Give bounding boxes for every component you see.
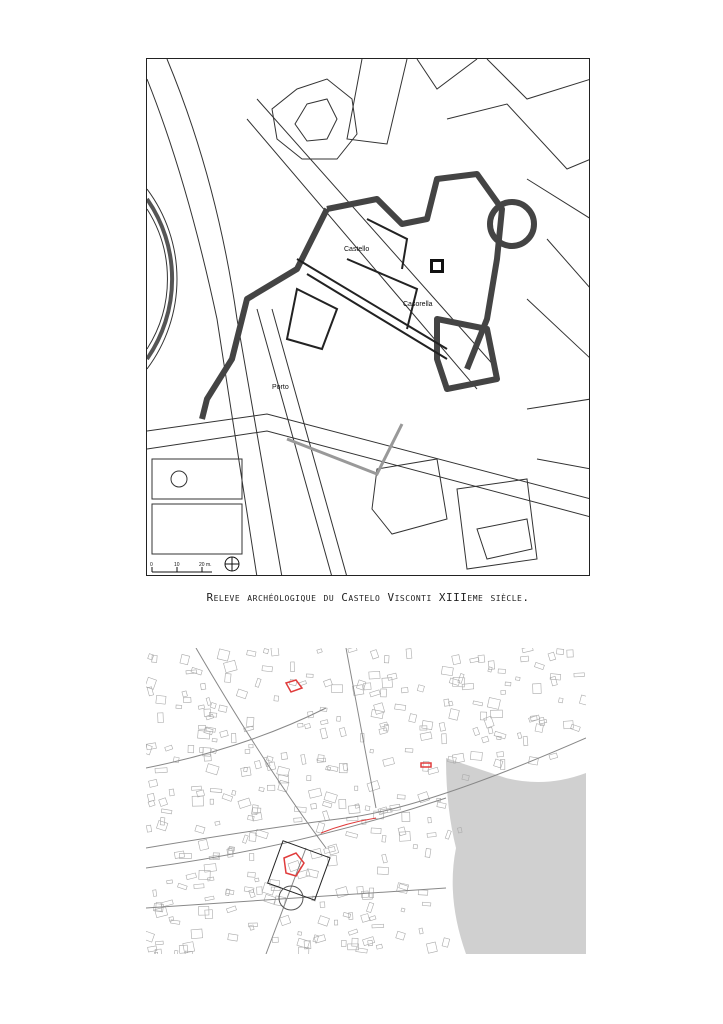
building-footprint	[558, 698, 563, 703]
building-footprint	[169, 789, 174, 796]
building-footprint	[149, 779, 158, 787]
building-footprint	[334, 920, 337, 925]
building-footprint	[208, 877, 215, 881]
building-footprint	[205, 896, 214, 901]
building-footprint	[180, 654, 190, 664]
building-footprint	[449, 709, 460, 721]
building-footprint	[156, 941, 164, 945]
building-footprint	[370, 650, 378, 659]
building-footprint	[442, 734, 447, 744]
building-footprint	[478, 655, 485, 663]
building-footprint	[231, 733, 236, 742]
building-footprint	[422, 721, 433, 730]
building-footprint	[301, 754, 306, 764]
building-footprint	[194, 884, 204, 889]
building-footprint	[146, 931, 154, 942]
building-footprint	[192, 796, 203, 806]
building-footprint	[324, 679, 333, 687]
building-footprint	[210, 703, 216, 709]
building-footprint	[343, 912, 351, 917]
building-footprint	[488, 661, 495, 670]
building-footprint	[355, 786, 358, 790]
building-footprint	[348, 648, 357, 653]
building-footprint	[425, 848, 431, 857]
building-footprint	[155, 949, 162, 954]
building-footprint	[448, 701, 453, 706]
building-footprint	[366, 902, 373, 912]
building-footprint	[515, 677, 520, 681]
building-footprint	[534, 662, 544, 669]
building-footprint	[306, 674, 313, 677]
building-footprint	[242, 835, 248, 843]
building-footprint	[341, 940, 346, 946]
label-casorella: Casorella	[403, 301, 433, 308]
building-footprint	[384, 656, 389, 663]
building-footprint	[367, 781, 380, 792]
building-footprint	[236, 689, 247, 699]
building-footprint	[249, 854, 253, 861]
building-footprint	[294, 818, 302, 823]
building-footprint	[549, 753, 558, 760]
building-footprint	[420, 732, 432, 741]
building-footprint	[382, 835, 386, 842]
building-footprint	[533, 684, 542, 694]
building-footprint	[501, 690, 506, 694]
building-footprint	[406, 649, 412, 659]
building-footprint	[320, 728, 328, 739]
building-footprint	[317, 758, 326, 762]
building-footprint	[191, 929, 203, 939]
building-footprint	[146, 825, 151, 832]
building-footprint	[470, 751, 482, 760]
city-map	[146, 648, 586, 954]
label-porto: Porto	[272, 384, 289, 391]
scale-bar	[150, 562, 212, 572]
building-footprint	[219, 705, 228, 712]
building-footprint	[488, 727, 493, 734]
building-footprint	[215, 821, 220, 825]
road-line	[146, 798, 446, 868]
building-footprint	[313, 935, 319, 943]
road-line	[266, 848, 306, 954]
building-footprint	[281, 752, 288, 759]
building-footprint	[339, 728, 346, 737]
building-footprint	[336, 886, 349, 897]
building-footprint	[369, 916, 376, 921]
building-footprint	[245, 749, 250, 753]
building-footprint	[177, 883, 187, 889]
building-footprint	[254, 760, 261, 768]
building-footprint	[320, 720, 328, 725]
building-footprint	[473, 701, 483, 706]
building-footprint	[291, 662, 295, 672]
building-footprint	[158, 713, 164, 723]
building-footprint	[328, 844, 339, 855]
building-footprint	[224, 660, 238, 672]
building-footprint	[473, 727, 480, 735]
building-footprint	[148, 654, 154, 660]
building-footprint	[369, 671, 380, 679]
building-footprint	[267, 785, 275, 790]
building-footprint	[262, 883, 275, 896]
building-footprint	[188, 745, 194, 752]
building-footprint	[156, 821, 167, 831]
building-footprint	[156, 695, 166, 704]
building-footprint	[206, 764, 219, 775]
building-footprint	[165, 745, 173, 751]
building-footprint	[482, 736, 489, 743]
building-footprint	[382, 678, 393, 688]
building-footprint	[361, 914, 370, 923]
building-footprint	[191, 786, 201, 790]
building-footprint	[155, 907, 168, 918]
building-footprint	[387, 673, 397, 680]
building-footprint	[428, 817, 432, 823]
building-footprint	[200, 683, 205, 689]
building-footprint	[548, 652, 556, 661]
building-footprint	[371, 828, 381, 834]
building-footprint	[528, 757, 538, 765]
building-footprint	[376, 944, 382, 949]
building-footprint	[498, 669, 505, 674]
building-footprint	[522, 648, 533, 653]
building-footprint	[497, 752, 504, 758]
building-footprint	[199, 906, 209, 915]
building-footprint	[317, 649, 323, 654]
building-footprint	[198, 705, 204, 710]
building-footprint	[458, 674, 464, 684]
building-footprint	[337, 716, 341, 721]
building-footprint	[381, 689, 387, 697]
building-footprint	[266, 756, 273, 762]
building-footprint	[228, 934, 238, 942]
building-footprint	[250, 925, 255, 930]
building-footprint	[348, 805, 360, 814]
building-footprint	[326, 766, 331, 770]
building-footprint	[161, 809, 172, 814]
building-footprint	[226, 906, 236, 913]
building-footprint	[382, 854, 388, 863]
scale-tick-0: 0	[150, 562, 153, 568]
building-footprint	[255, 678, 261, 687]
building-footprint	[238, 798, 251, 809]
building-footprint	[441, 666, 453, 675]
building-footprint	[372, 924, 384, 928]
building-footprint	[248, 872, 256, 877]
building-footprint	[452, 655, 461, 665]
building-footprint	[348, 944, 359, 950]
building-footprint	[262, 666, 273, 672]
building-footprint	[535, 724, 543, 733]
building-footprint	[322, 801, 331, 807]
building-footprint	[395, 704, 406, 710]
building-footprint	[153, 890, 157, 897]
plan-drawing	[147, 59, 590, 576]
building-footprint	[198, 839, 208, 850]
building-footprint	[332, 685, 343, 693]
building-footprint	[517, 733, 521, 739]
building-footprint	[442, 938, 450, 948]
building-footprint	[426, 942, 437, 953]
building-footprint	[494, 731, 506, 739]
building-footprint	[521, 656, 529, 662]
building-footprint	[206, 714, 214, 720]
building-footprint	[418, 890, 428, 895]
building-footprint	[439, 722, 445, 731]
building-footprint	[253, 808, 261, 813]
building-footprint	[523, 736, 528, 746]
building-footprint	[305, 723, 311, 728]
building-footprint	[176, 705, 182, 709]
scale-tick-20: 20 m.	[199, 562, 212, 568]
building-footprint	[413, 844, 417, 848]
building-footprint	[462, 683, 474, 689]
building-footprint	[247, 717, 254, 727]
building-footprint	[307, 776, 311, 781]
building-footprint	[259, 787, 264, 791]
building-footprint	[355, 804, 359, 809]
building-footprint	[257, 887, 263, 895]
building-footprint	[244, 767, 248, 771]
lake-area	[446, 758, 586, 954]
building-footprint	[567, 650, 573, 657]
building-footprint	[263, 649, 268, 654]
building-footprint	[377, 867, 388, 875]
building-footprint	[487, 698, 500, 710]
building-footprint	[396, 931, 406, 940]
building-footprint	[206, 698, 211, 706]
plan-caption: Releve archéologique du Castelo Visconti XIIIeme siècle.	[206, 591, 530, 604]
building-footprint	[159, 798, 168, 807]
building-footprint	[539, 719, 547, 724]
building-footprint	[579, 695, 586, 706]
building-footprint	[348, 929, 358, 935]
city-map-drawing	[146, 648, 586, 954]
building-footprint	[220, 730, 229, 737]
building-footprint	[195, 825, 205, 833]
scale-tick-10: 10	[174, 562, 180, 568]
building-footprint	[365, 806, 370, 811]
building-footprint	[346, 832, 358, 839]
building-footprint	[409, 714, 417, 723]
building-footprint	[222, 794, 233, 802]
building-footprint	[186, 873, 197, 880]
building-footprint	[401, 908, 405, 912]
compass-cross-icon	[225, 557, 239, 571]
building-footprint	[272, 937, 278, 942]
building-footprint	[445, 830, 451, 839]
building-footprint	[247, 650, 256, 656]
building-footprint	[352, 938, 358, 946]
building-footprint	[210, 799, 214, 804]
building-footprint	[318, 916, 330, 927]
building-footprint	[491, 710, 503, 718]
building-footprint	[298, 723, 304, 727]
building-footprint	[225, 674, 231, 683]
building-footprint	[428, 767, 439, 774]
building-footprint	[556, 649, 563, 655]
building-footprint	[182, 691, 188, 697]
building-footprint	[210, 788, 222, 792]
building-footprint	[370, 749, 374, 753]
building-footprint	[570, 724, 580, 731]
building-footprint	[550, 676, 557, 686]
building-footprint	[383, 757, 395, 766]
building-footprint	[339, 799, 346, 808]
building-footprint	[405, 748, 413, 752]
building-footprint	[154, 952, 158, 954]
building-footprint	[147, 793, 155, 801]
building-footprint	[422, 902, 431, 906]
building-footprint	[298, 932, 302, 936]
building-footprint	[427, 833, 436, 838]
road-line	[146, 888, 446, 908]
building-footprint	[249, 889, 255, 897]
road-line	[196, 648, 326, 848]
building-footprint	[401, 687, 408, 692]
building-footprint	[356, 948, 368, 953]
building-footprint	[324, 792, 337, 803]
label-castello: Castello	[344, 246, 370, 253]
building-footprint	[306, 869, 318, 878]
building-footprint	[470, 657, 479, 662]
building-footprint	[402, 812, 410, 821]
building-footprint	[174, 950, 178, 954]
building-footprint	[169, 917, 174, 922]
building-footprint	[232, 790, 236, 795]
building-footprint	[397, 795, 405, 799]
building-footprint	[311, 803, 317, 809]
archaeological-plan	[146, 58, 590, 576]
building-footprint	[217, 649, 230, 661]
building-footprint	[183, 697, 191, 702]
building-footprint	[308, 788, 321, 798]
building-footprint	[310, 848, 322, 859]
building-footprint	[437, 802, 446, 808]
building-footprint	[370, 690, 381, 697]
building-footprint	[212, 738, 217, 742]
building-footprint	[155, 768, 167, 773]
building-footprint	[255, 878, 260, 882]
building-footprint	[320, 902, 325, 908]
building-footprint	[417, 685, 424, 692]
building-footprint	[505, 682, 511, 686]
building-footprint	[271, 648, 279, 656]
building-footprint	[167, 880, 173, 884]
building-footprint	[419, 928, 423, 934]
building-footprint	[274, 696, 279, 702]
building-footprint	[399, 832, 410, 842]
building-footprint	[574, 673, 585, 677]
building-footprint	[323, 811, 330, 821]
building-footprint	[280, 915, 291, 925]
building-footprint	[249, 744, 253, 748]
building-footprint	[294, 807, 306, 813]
building-footprint	[494, 759, 503, 768]
